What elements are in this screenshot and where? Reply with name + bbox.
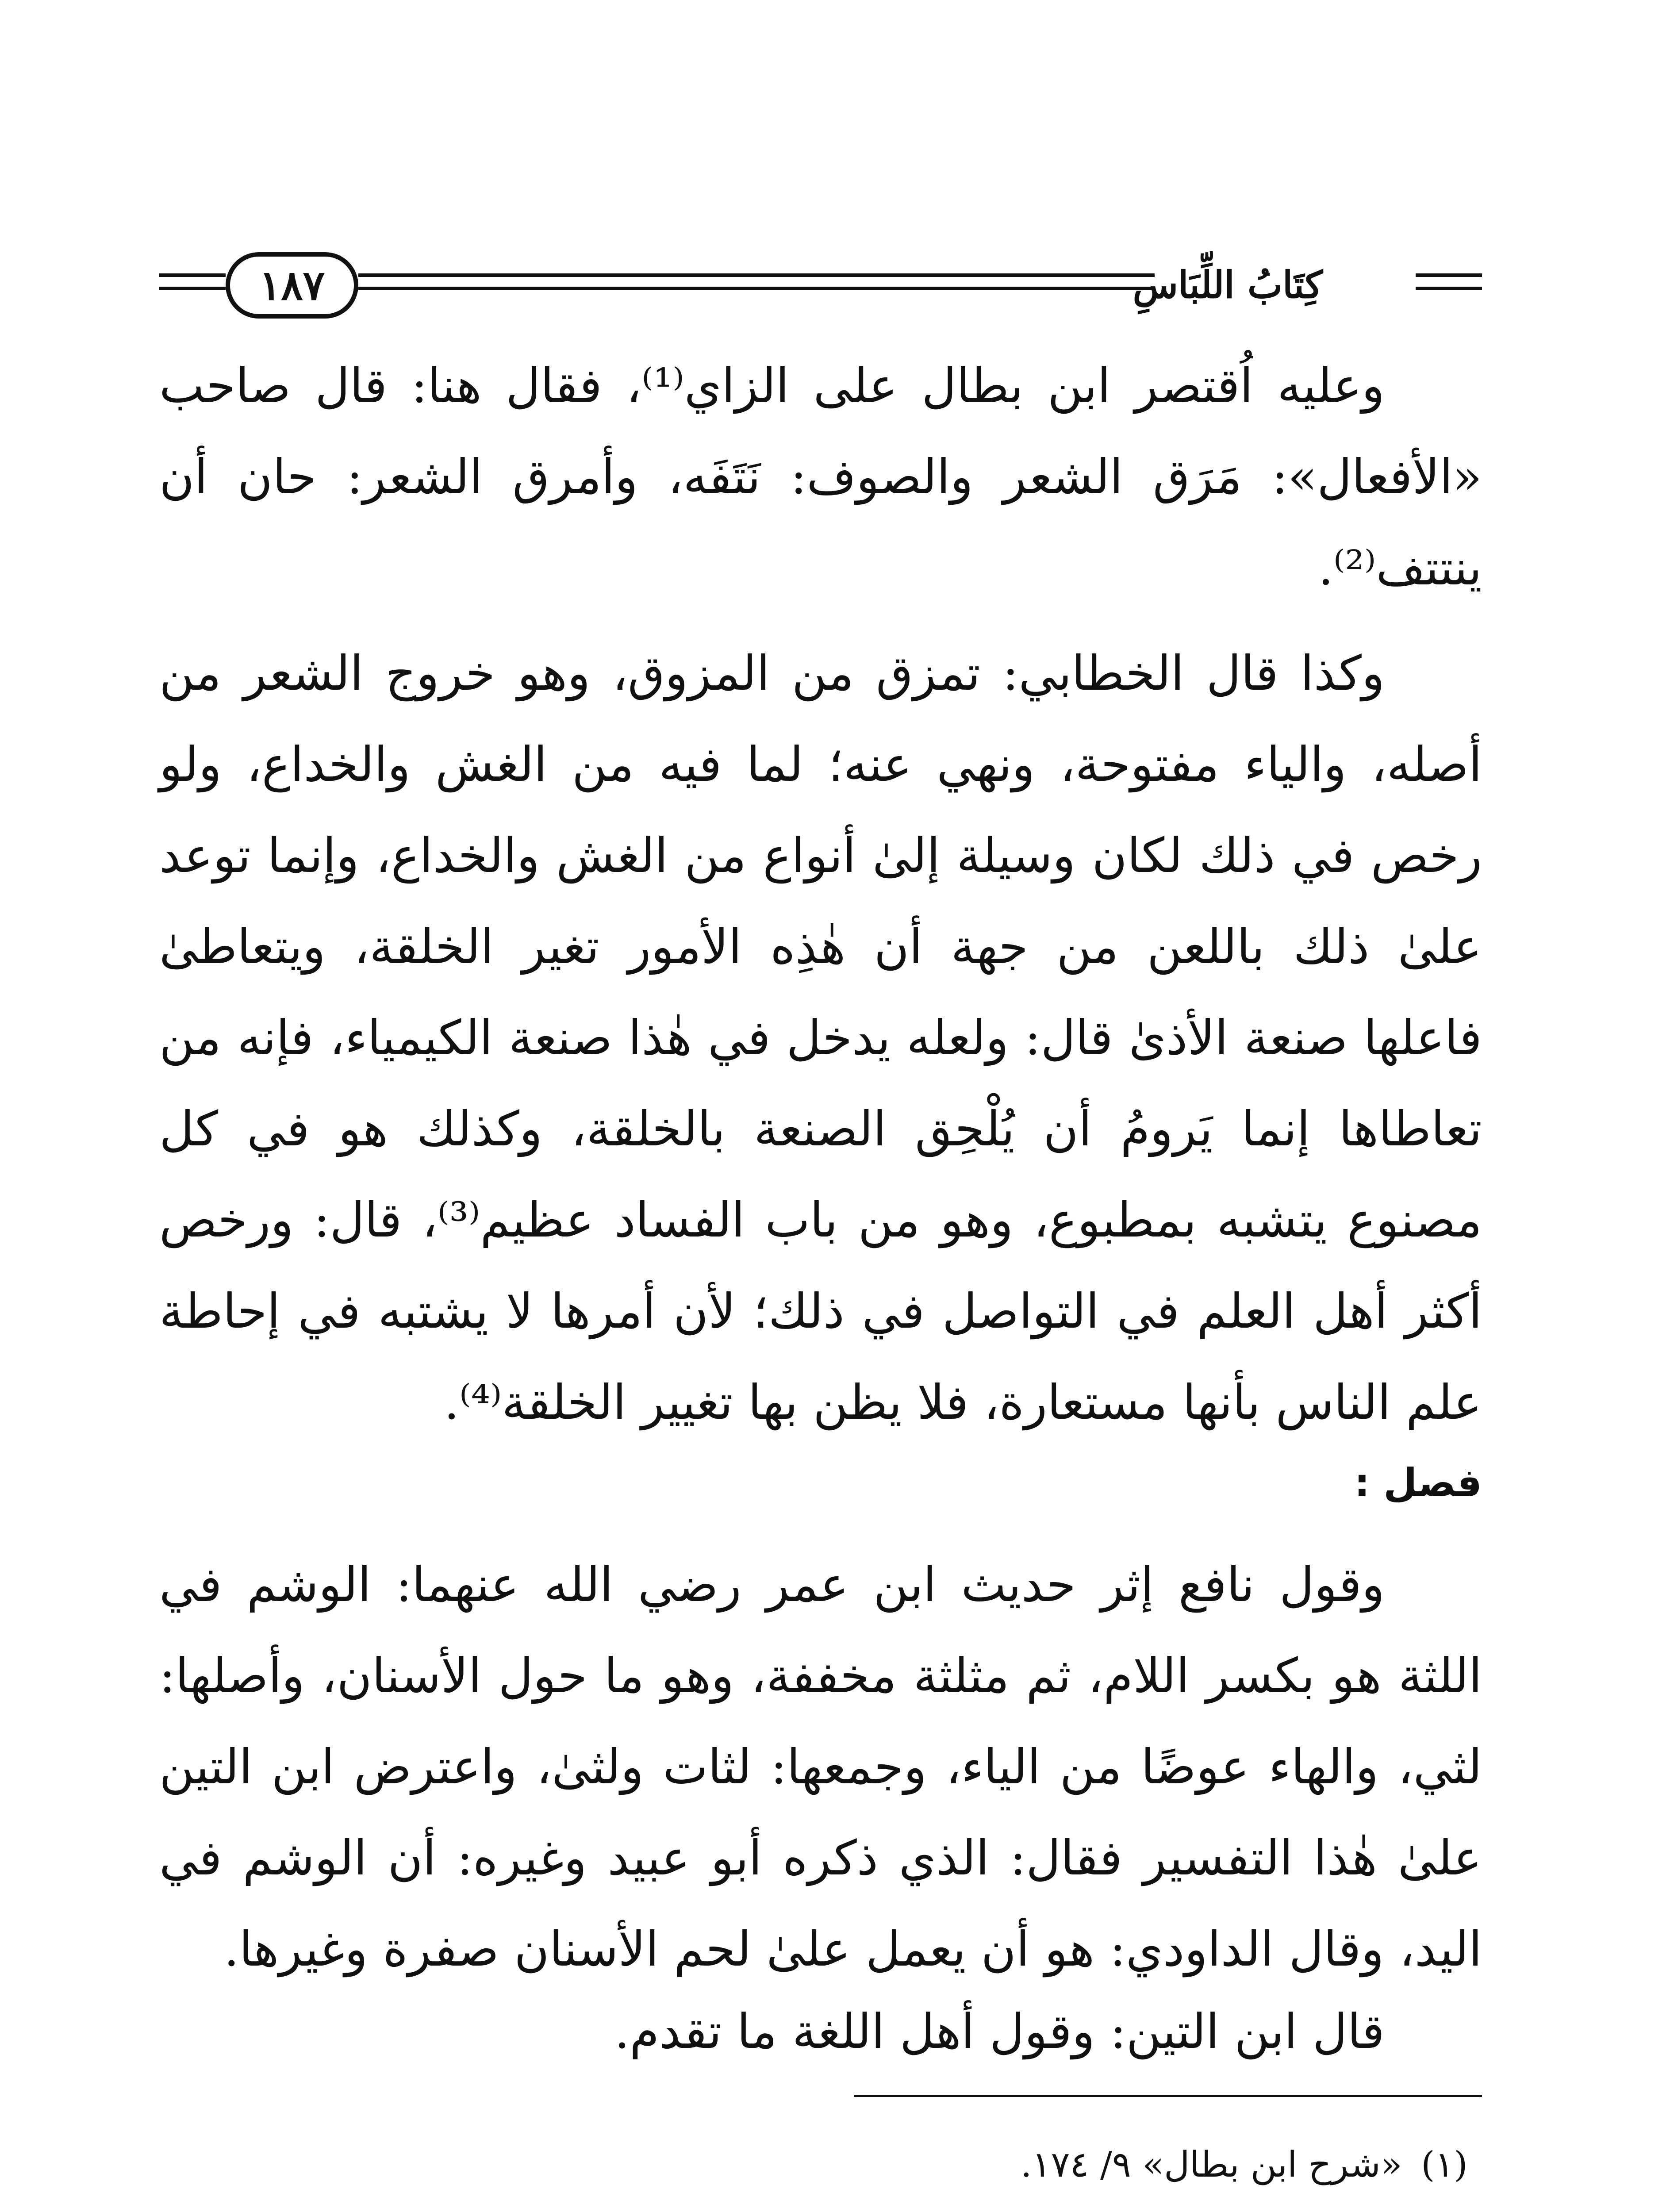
- header-rule-middle-lower: [358, 287, 1155, 290]
- header-rule-left-lower: [159, 287, 226, 290]
- paragraph-3-text: وقول نافع إثر حديث ابن عمر رضي الله عنهما: الوشم في اللثة هو بكسر اللام، ثم مثلثة مخففة، وهو ما حول الأسنان، وأصلها: لثي، والهاء عوضًا من الياء، وجمعها: لثات ولثىٰ، واعترض ابن التين علىٰ هٰذا التفسير فقال: الذي ذكره أبو عبيد وغيره: أن الوشم في اليد، وقال الداودي: هو أن يعمل علىٰ لحم الأسنان صفرة وغيرها.: [159, 1557, 1482, 1977]
- paragraph-1: [159, 341, 1482, 614]
- footnote-1-number: (١): [1421, 2144, 1468, 2185]
- paragraph-1-text: وعليه اُقتصر ابن بطال على الزاي⁽¹⁾، فقال هنا: قال صاحب «الأفعال»: مَرَق الشعر والصوف: نَتَفَه، وأمرق الشعر: حان أن ينتتف⁽²⁾.: [159, 358, 1482, 596]
- paragraph-4-text: قال ابن التين: وقول أهل اللغة ما تقدم.: [614, 2004, 1385, 2059]
- footnote-separator: [854, 2095, 1482, 2097]
- header-rule-right-lower: [1416, 287, 1482, 290]
- footnotes: [938, 2124, 1475, 2212]
- footnote-2: [938, 2206, 1475, 2212]
- book-title: كِتَابُ اللِّبَاسِ: [1133, 263, 1323, 307]
- paragraph-4: [159, 1986, 1482, 2078]
- page-header: [159, 248, 1482, 323]
- page-number: ١٨٧: [259, 261, 325, 309]
- footnote-1-text: «شرح ابن بطال» ٩/ ١٧٤.: [1021, 2144, 1402, 2185]
- page-number-badge: [226, 252, 358, 319]
- paragraph-3: [159, 1540, 1482, 1995]
- paragraph-2: [159, 628, 1482, 1448]
- section-heading: فصل :: [1354, 1460, 1482, 1505]
- footnote-2-number: [1413, 2206, 1475, 2212]
- header-rule-middle: [358, 273, 1155, 277]
- header-rule-left: [159, 273, 226, 277]
- paragraph-2-text: وكذا قال الخطابي: تمزق من المزوق، وهو خروج الشعر من أصله، والياء مفتوحة، ونهي عنه؛ لما فيه من الغش والخداع، ولو رخص في ذلك لكان وسيلة إلىٰ أنواع من الغش والخداع، وإنما توعد علىٰ ذلك باللعن من جهة أن هٰذِه الأمور تغير الخلقة، ويتعاطىٰ فاعلها صنعة الأذىٰ قال: ولعله يدخل في هٰذا صنعة الكيمياء، فإنه من تعاطاها إنما يَرومُ أن يُلْحِق الصنعة بالخلقة، وكذلك هو في كل مصنوع يتشبه بمطبوع، وهو من باب الفساد عظيم⁽³⁾، قال: ورخص أكثر أهل العلم في التواصل في ذلك؛ لأن أمرها لا يشتبه في إحاطة علم الناس بأنها مستعارة، فلا يظن بها تغيير الخلقة⁽⁴⁾.: [159, 646, 1482, 1430]
- header-rule-right: [1416, 273, 1482, 277]
- footnote-1: [938, 2124, 1475, 2206]
